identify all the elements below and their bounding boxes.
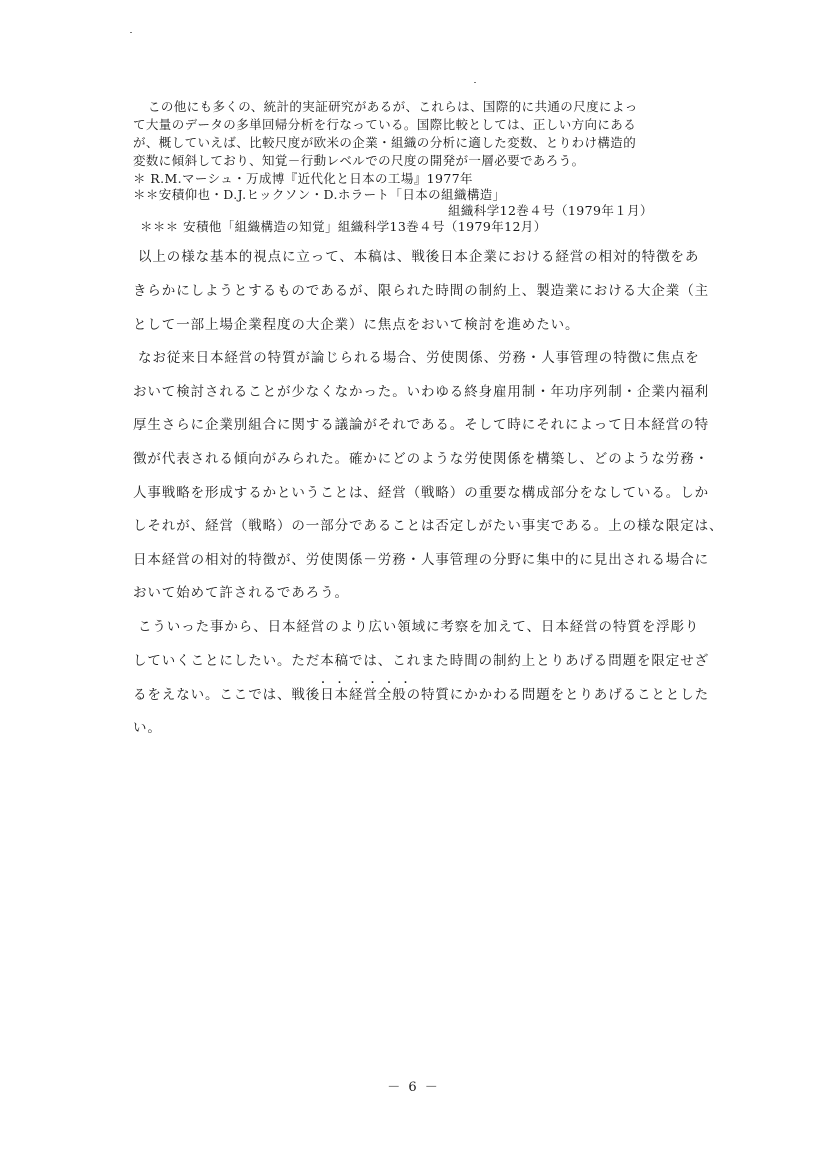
body-line: 日本経営の相対的特徴が、労使関係－労務・人事管理の分野に集中的に見出される場合に — [133, 552, 709, 568]
body-line: 徴が代表される傾向がみられた。確かにどのような労使関係を構築し、どのような労務・ — [133, 451, 709, 467]
scan-speck — [130, 32, 132, 33]
body-line: なお従来日本経営の特質が論じられる場合、労使関係、労務・人事管理の特徴に焦点を — [138, 350, 700, 366]
body-line: として一部上場企業程度の大企業）に焦点をおいて検討を進めたい。 — [133, 317, 580, 333]
body-line: 人事戦略を形成するかということは、経営（戦略）の重要な構成部分をなしている。しか — [133, 485, 709, 501]
body-line: していくことにしたい。ただ本稿では、これまた時間の制約上とりあげる問題を限定せざ — [133, 653, 709, 669]
body-line: しそれが、経営（戦略）の一部分であることは否定しがたい事実である。上の様な限定は、 — [133, 518, 724, 534]
note-line-3: が、概していえば、比較尺度が欧米の企業・組織の分析に適した変数、とりわけ構造的 — [133, 135, 637, 150]
reference-2: ＊＊安積仰也・D.J.ヒックソン・D.ホラート「日本の組織構造」 — [133, 187, 506, 202]
scan-speck — [474, 82, 476, 83]
note-line-4: 変数に傾斜しており、知覚－行動レベルでの尺度の開発が一層必要であろう。 — [133, 153, 585, 168]
reference-1: ＊ R.M.マーシュ・万成博『近代化と日本の工場』1977年 — [133, 171, 473, 186]
note-line-1: この他にも多くの、統計的実証研究があるが、これらは、国際的に共通の尺度によっ — [148, 99, 638, 114]
emphasis-dots: ・・・・・・ — [318, 678, 417, 689]
body-line: おいて検討されることが少なくなかった。いわゆる終身雇用制・年功序列制・企業内福利 — [133, 384, 709, 400]
note-line-2: て大量のデータの多単回帰分析を行なっている。国際比較としては、正しい方向にある — [133, 117, 637, 132]
body-line: こういった事から、日本経営のより広い領域に考察を加えて、日本経営の特質を浮彫り — [138, 619, 700, 635]
body-line: 厚生さらに企業別組合に関する議論がそれである。そして時にそれによって日本経営の特 — [133, 417, 709, 433]
reference-3: ＊＊＊ 安積他「組織構造の知覚」組織科学13巻４号（1979年12月） — [140, 219, 547, 234]
body-line: るをえない。ここでは、戦後日本経営全般の特質にかかわる問題をとりあげることとした — [133, 687, 709, 703]
body-line: きらかにしようとするものであるが、限られた時間の制約上、製造業における大企業（主 — [133, 283, 709, 299]
body-line: い。 — [133, 720, 162, 736]
reference-2-source: 組織科学12巻４号（1979年１月） — [448, 203, 653, 218]
page-number: － 6 － — [387, 1080, 440, 1095]
body-line: おいて始めて許されるであろう。 — [133, 585, 349, 601]
body-line: 以上の様な基本的視点に立って、本稿は、戦後日本企業における経営の相対的特徴をあ — [138, 249, 700, 265]
